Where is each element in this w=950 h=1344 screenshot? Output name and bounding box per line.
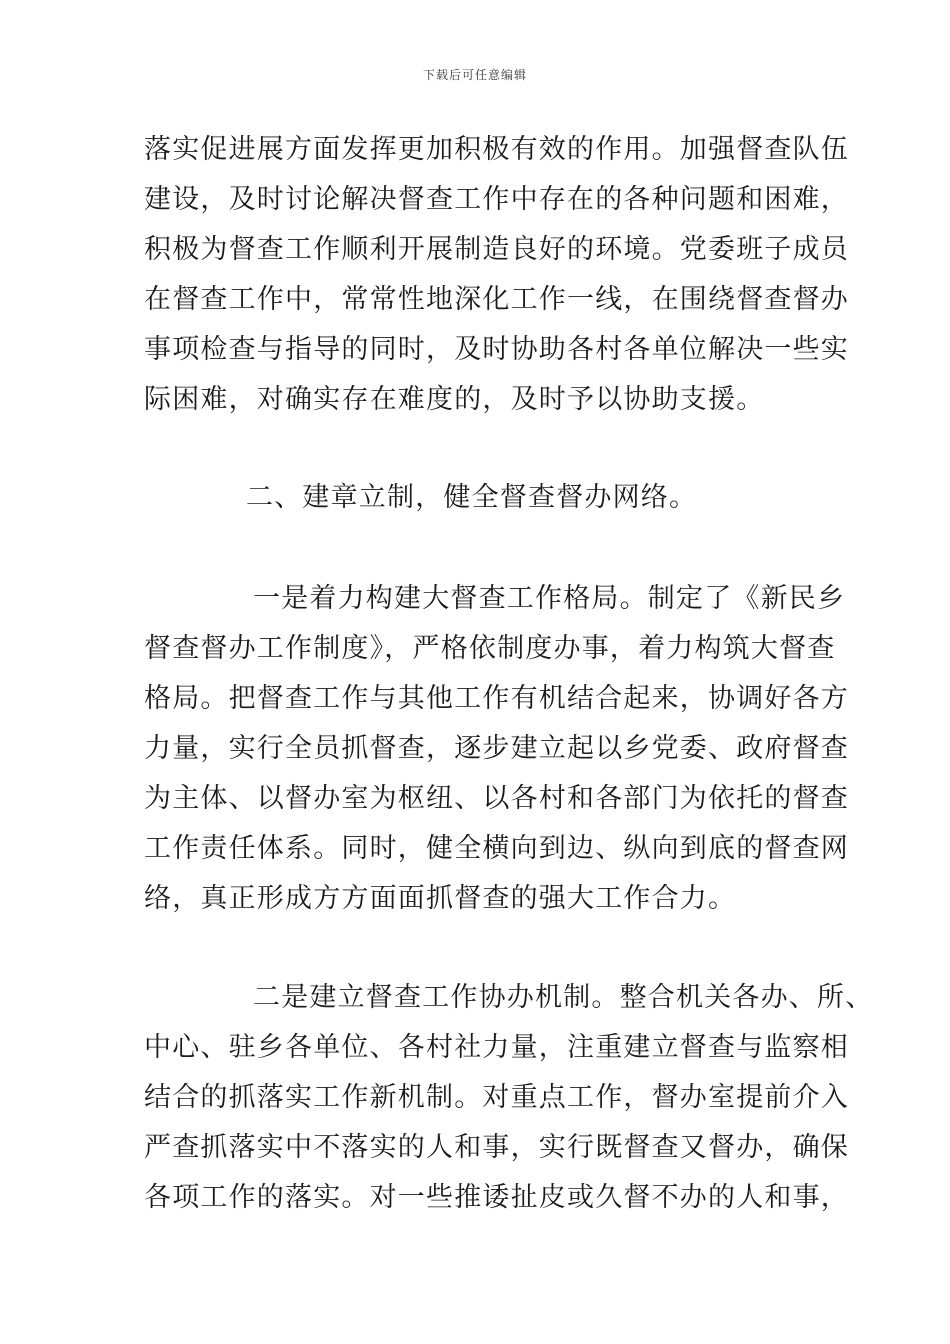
paragraph-line: 际困难，对确实存在难度的，及时予以协助支援。 — [144, 384, 765, 415]
paragraph-line: 络，真正形成方方面面抓督查的强大工作合力。 — [144, 883, 737, 914]
paragraph-line: 结合的抓落实工作新机制。对重点工作，督办室提前介入 — [144, 1082, 849, 1113]
paragraph-line: 事项检查与指导的同时，及时协助各村各单位解决一些实 — [144, 334, 849, 365]
paragraph-line: 为主体、以督办室为枢纽、以各村和各部门为依托的督查 — [144, 783, 849, 814]
paragraph-line: 中心、驻乡各单位、各村社力量，注重建立督查与监察相 — [144, 1032, 849, 1063]
paragraph-line: 督查督办工作制度》，严格依制度办事，着力构筑大督查 — [144, 633, 836, 664]
paragraph-line: 一是着力构建大督查工作格局。制定了《新民乡 — [253, 583, 846, 614]
paragraph-line: 格局。把督查工作与其他工作有机结合起来，协调好各方 — [144, 683, 849, 714]
paragraph-line: 落实促进展方面发挥更加积极有效的作用。加强督查队伍 — [144, 134, 849, 165]
section-heading: 二、建章立制，健全督查督办网络。 — [246, 482, 698, 513]
page-header: 下载后可任意编辑 — [422, 68, 527, 82]
paragraph-line: 各项工作的落实。对一些推诿扯皮或久督不办的人和事， — [144, 1182, 849, 1213]
paragraph-line: 建设，及时讨论解决督查工作中存在的各种问题和困难， — [144, 184, 849, 215]
paragraph-line: 力量，实行全员抓督查，逐步建立起以乡党委、政府督查 — [144, 733, 849, 764]
paragraph-line: 在督查工作中，常常性地深化工作一线，在围绕督查督办 — [144, 284, 849, 315]
paragraph-line: 工作责任体系。同时，健全横向到边、纵向到底的督查网 — [144, 833, 849, 864]
paragraph-line: 积极为督查工作顺利开展制造良好的环境。党委班子成员 — [144, 234, 849, 265]
paragraph-line: 严查抓落实中不落实的人和事，实行既督查又督办，确保 — [144, 1132, 849, 1163]
paragraph-line: 二是建立督查工作协办机制。整合机关各办、所、 — [253, 982, 874, 1013]
